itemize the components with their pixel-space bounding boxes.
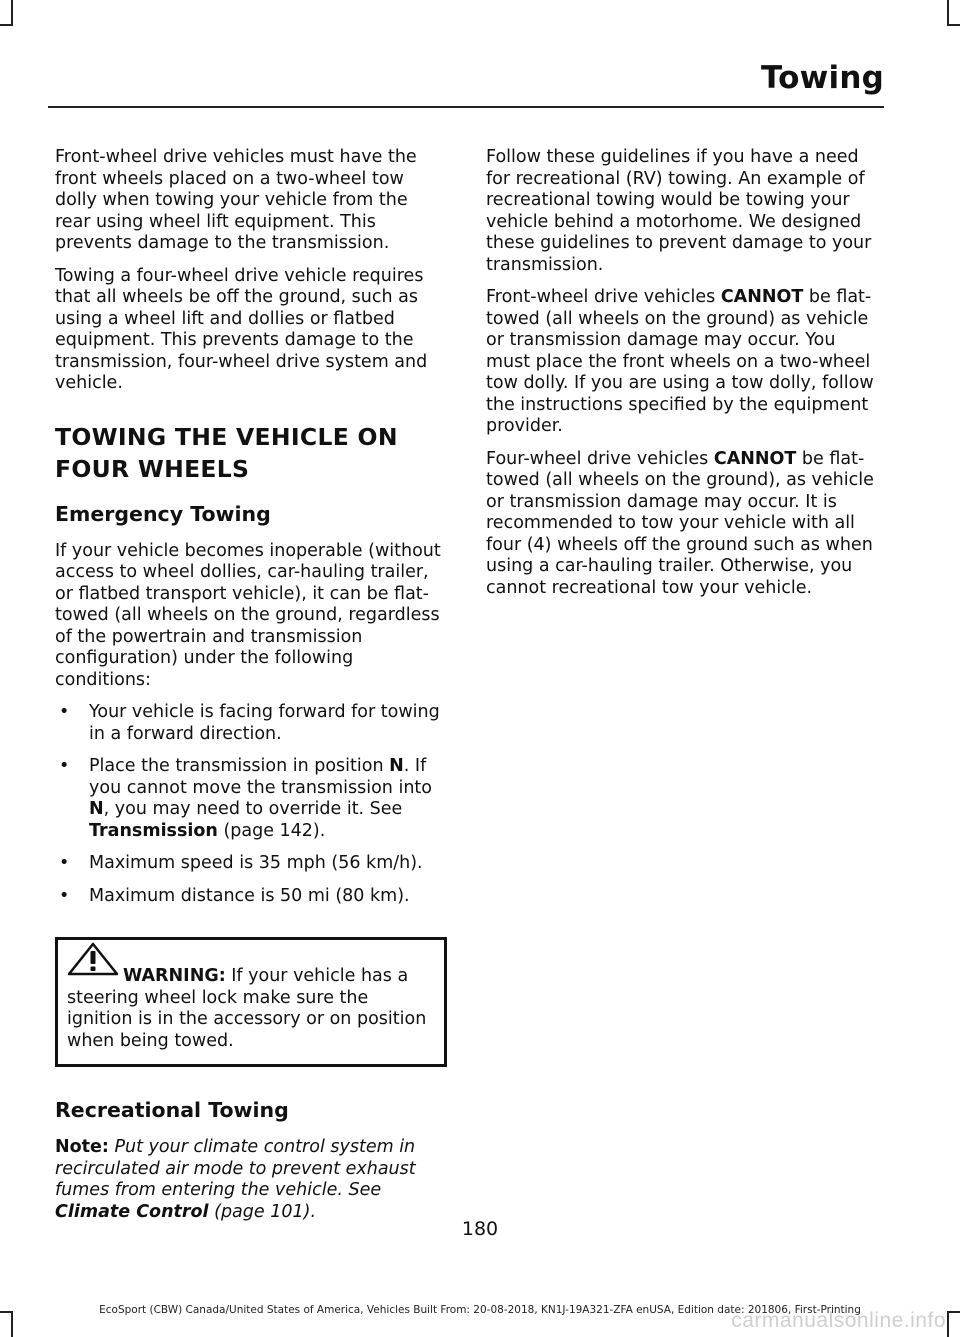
- paragraph: Front-wheel drive vehicles CANNOT be flat-towed (all wheels on the ground) as vehicle or transmission damage may occur. You must place the front wheels on a two-wheel tow dolly. If you are using a tow dolly, follow the instructions specified by the equipment provider.: [486, 287, 874, 436]
- watermark: carmanualsonline.info: [731, 1309, 946, 1332]
- conditions-list: [55, 702, 447, 907]
- crop-mark-top-right-h: [948, 24, 960, 26]
- header-divider: [48, 106, 884, 108]
- paragraph: Towing a four-wheel drive vehicle requires that all wheels be off the ground, such as using a wheel lift and dollies or flatbed equipment. This prevents damage to the transmission, four-wheel drive system and vehicle.: [55, 265, 428, 393]
- page-number: 180: [461, 1218, 499, 1240]
- list-item: • Maximum speed is 35 mph (56 km/h).: [55, 853, 447, 875]
- warning-box: [55, 937, 447, 1067]
- left-column: [55, 147, 447, 1234]
- warning-triangle-icon: [67, 942, 119, 976]
- page-title: Towing: [760, 60, 884, 96]
- list-item: • Your vehicle is facing forward for towing in a forward direction.: [55, 702, 447, 745]
- subsection-heading: Emergency Towing: [55, 501, 271, 526]
- warning-text: If your vehicle has a steering wheel lock make sure the ignition is in the accessory or on position when being towed.: [67, 966, 427, 1051]
- paragraph: If your vehicle becomes inoperable (without access to wheel dollies, car-hauling trailer, or flatbed transport vehicle), it can be flat-towed (all wheels on the ground, regardless of the powertrain and transmission configuration) under the following conditions:: [55, 540, 441, 690]
- note-label: Note:: [55, 1137, 109, 1157]
- climate-control-link[interactable]: Climate Control: [55, 1201, 209, 1222]
- section-heading: TOWING THE VEHICLE ON FOUR WHEELS: [55, 422, 398, 483]
- paragraph: Follow these guidelines if you have a need for recreational (RV) towing. An example of recreational towing would be towing your vehicle behind a motorhome. We designed these guidelines to prevent damage to your transmission.: [486, 147, 872, 275]
- crop-mark-top-left-v: [11, 0, 13, 26]
- warning-label: WARNING:: [123, 966, 226, 986]
- paragraph: Four-wheel drive vehicles CANNOT be flat-towed (all wheels on the ground), as vehicle or transmission damage may occur. It is recommended to tow your vehicle with all four (4) wheels off the ground such as when using a car-hauling trailer. Otherwise, you cannot recreational tow your vehicle.: [486, 448, 874, 598]
- right-column: [486, 147, 882, 610]
- footer-text: EcoSport (CBW) Canada/United States of America, Vehicles Built From: 20-08-2018, KN1J-19A321-ZFA enUSA, Edition date: 201806, First-Printing: [99, 1304, 861, 1316]
- list-item: • Maximum distance is 50 mi (80 km).: [55, 886, 447, 908]
- crop-mark-top-left-h: [0, 24, 12, 26]
- crop-mark-top-right-v: [947, 0, 949, 26]
- note: Note: Put your climate control system in recirculated air mode to prevent exhaust fumes from entering the vehicle. See Climate Control (page 101).: [55, 1137, 416, 1222]
- subsection-heading: Recreational Towing: [55, 1098, 289, 1122]
- paragraph: Front-wheel drive vehicles must have the front wheels placed on a two-wheel tow dolly when towing your vehicle from the rear using wheel lift equipment. This prevents damage to the transmission.: [55, 147, 417, 253]
- transmission-link[interactable]: Transmission: [89, 820, 218, 841]
- list-item: • Place the transmission in position N. If you cannot move the transmission into N, you may need to override it. See Transmission (page 142).: [55, 756, 447, 842]
